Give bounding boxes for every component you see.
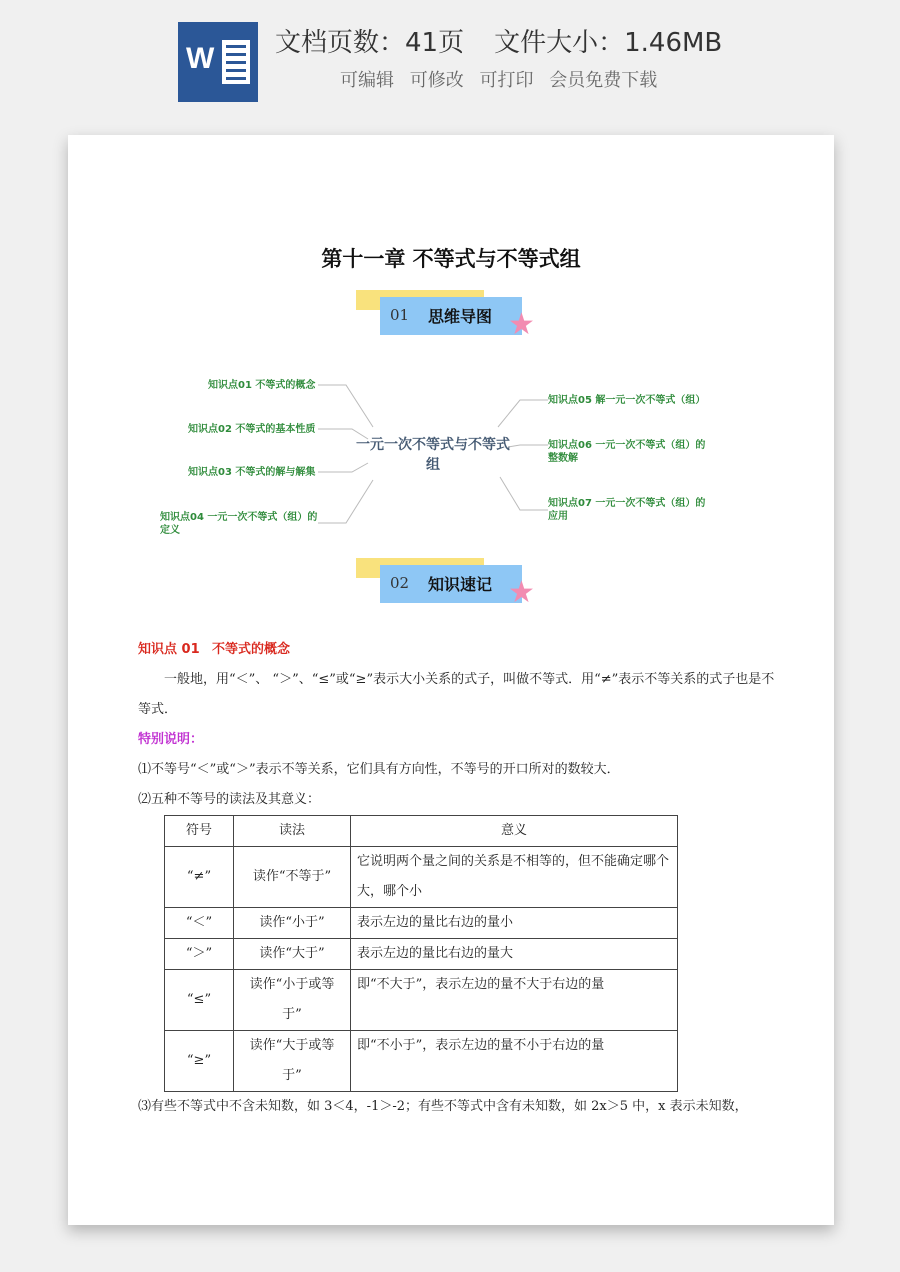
file-info-title [275,22,722,59]
table-header: 符号 [165,816,234,847]
mind-map-node: 知识点01 不等式的概念 [208,380,316,391]
table-header: 意义 [351,816,678,847]
note-2: ⑵五种不等号的读法及其意义： [138,792,321,807]
mind-map [68,365,834,545]
note-1: ⑴不等号“＜”或“＞”表示不等关系，它们具有方向性，不等号的开口所对的数较大． [138,762,620,777]
table-row [165,847,678,908]
section-number: 02 [390,574,410,592]
page-count: 文档页数：41页 [275,28,465,58]
section-number: 01 [390,306,410,324]
table-cell: “＞” [165,939,234,970]
mind-map-center: 一元一次不等式与不等式组 [356,437,510,473]
table-row [165,1031,678,1092]
table-cell: “＜” [165,908,234,939]
inequality-symbol-table [164,815,678,1092]
feature-modifiable: 可修改 [409,70,464,91]
knowledge-point-label: 知识点 01 [138,642,200,657]
table-cell: 即“不小于”，表示左边的量不小于右边的量 [351,1031,678,1092]
section-quick-notes-banner [356,558,536,612]
table-cell: 读作“小于或等于” [234,970,351,1031]
table-cell: “≥” [165,1031,234,1092]
feature-member-download: 会员免费下载 [549,70,658,91]
file-size: 文件大小：1.46MB [494,28,723,58]
note-3: ⑶有些不等式中不含未知数，如 3＜4，-1＞-2；有些不等式中含有未知数，如 2x＞5 中，x 表示未知数， [138,1099,748,1114]
mind-map-node: 知识点05 解一元一次不等式（组） [548,395,706,406]
table-row [165,908,678,939]
mind-map-node: 知识点04 一元一次不等式（组）的定义 [160,512,318,536]
special-note-label: 特别说明： [138,732,204,747]
mind-map-node: 知识点07 一元一次不等式（组）的应用 [548,498,706,522]
section-label: 思维导图 [428,307,493,326]
mind-map-node: 知识点02 不等式的基本性质 [188,424,316,435]
table-cell: “≤” [165,970,234,1031]
mind-map-node: 知识点03 不等式的解与解集 [188,467,316,478]
document-page [68,135,834,1225]
table-row [165,939,678,970]
table-cell: 它说明两个量之间的关系是不相等的，但不能确定哪个大，哪个小 [351,847,678,908]
table-cell: 读作“大于” [234,939,351,970]
feature-list [340,66,667,92]
table-header-row [165,816,678,847]
table-cell: 读作“大于或等于” [234,1031,351,1092]
section-label: 知识速记 [428,575,493,594]
table-cell: 读作“小于” [234,908,351,939]
document-body [138,635,778,1122]
section-mindmap-banner [356,290,536,344]
document-title: 第十一章 不等式与不等式组 [321,247,581,271]
knowledge-point-heading [138,635,778,665]
star-icon: ★ [508,575,535,610]
star-icon: ★ [508,307,535,342]
table-cell: 表示左边的量比右边的量小 [351,908,678,939]
knowledge-point-title: 不等式的概念 [212,642,291,657]
table-header: 读法 [234,816,351,847]
table-cell: “≠” [165,847,234,908]
table-row [165,970,678,1031]
table-cell: 即“不大于”，表示左边的量不大于右边的量 [351,970,678,1031]
word-document-icon: W [178,22,258,102]
mind-map-node: 知识点06 一元一次不等式（组）的整数解 [548,440,706,464]
intro-paragraph: 一般地，用“＜”、 “＞”、“≤”或“≥”表示大小关系的式子，叫做不等式．用“≠”表示不等关系的式子也是不等式． [138,672,775,717]
table-cell: 表示左边的量比右边的量大 [351,939,678,970]
download-header [0,0,900,120]
feature-editable: 可编辑 [340,70,394,91]
table-cell: 读作“不等于” [234,847,351,908]
feature-printable: 可打印 [479,70,534,91]
